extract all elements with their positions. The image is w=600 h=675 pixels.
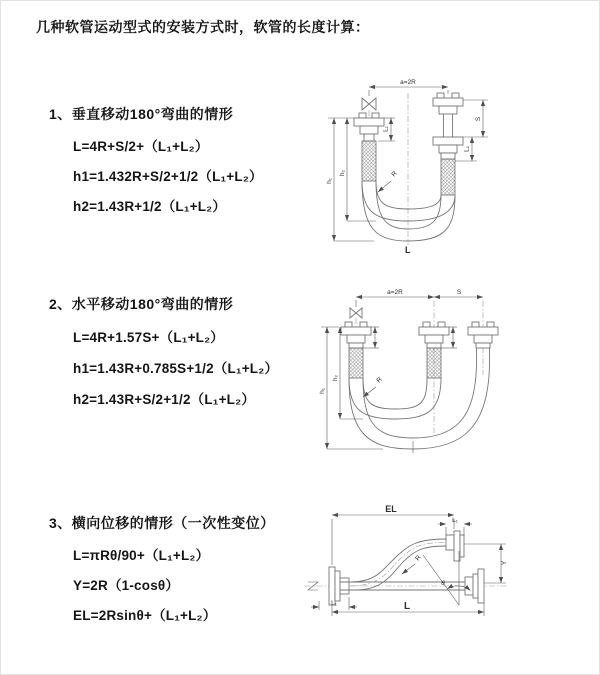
dim-span-label: a=2R — [400, 79, 416, 86]
diagram-horizontal-180-bend — [313, 283, 525, 473]
dimension-a2r — [369, 79, 448, 96]
dim-l1-left-label: L₁ — [331, 600, 337, 607]
page-title: 几种软管运动型式的安装方式时，软管的长度计算： — [36, 19, 370, 35]
dim-s-label: S — [475, 116, 482, 122]
length-label: L — [405, 245, 411, 255]
radius-leader — [363, 376, 384, 397]
braided-hose-right — [441, 159, 455, 195]
dimension-s — [434, 289, 483, 297]
dim-h1-label: h₁ — [319, 388, 326, 394]
braided-hose-left — [349, 348, 363, 378]
dimension-l — [332, 601, 484, 616]
dim-el-label: EL — [385, 504, 397, 514]
left-flange — [354, 113, 384, 141]
section-3-formula-EL: EL=2Rsinθ+（L₁+L₂） — [73, 608, 217, 623]
dimension-s — [463, 100, 488, 137]
diagram-vertical-180-bend — [314, 69, 504, 261]
dimension-a2r — [356, 289, 434, 297]
right-flange-lower — [433, 137, 463, 159]
section-1-formula-h1: h1=1.432R+S/2+1/2（L₁+L₂） — [73, 169, 263, 184]
dim-y-label: Y — [501, 560, 508, 566]
left-flange — [341, 322, 371, 348]
braided-hose-left — [362, 141, 376, 181]
angle-theta — [423, 551, 471, 605]
dim-l1-left-label: L₁ — [382, 126, 390, 132]
dim-h2-label: h₂ — [339, 169, 346, 177]
section-2-formula-h2: h2=1.43R+S/2+1/2（L₁+L₂） — [73, 392, 256, 407]
hose-u-curves — [349, 348, 490, 453]
dim-l1-right-label: L₁ — [463, 146, 471, 152]
radius-label: R — [390, 170, 399, 179]
dim-h2-label: h₂ — [332, 374, 339, 382]
section-3-formula-L: L=πRθ/90+（L₁+L₂） — [73, 548, 210, 563]
section-2-formula-L: L=4R+1.57S+（L₁+L₂） — [73, 330, 224, 345]
radius-leader — [402, 554, 423, 574]
section-2-formula-h1: h1=1.43R+0.785S+1/2（L₁+L₂） — [73, 361, 279, 376]
section-1-formula-h2: h2=1.43R+1/2（L₁+L₂） — [73, 199, 227, 214]
dim-s-label: S — [456, 289, 462, 296]
section-2-heading: 2、水平移动180°弯曲的情形 — [49, 296, 234, 312]
diagram-lateral-displacement — [299, 499, 515, 651]
dim-h1-label: h₁ — [326, 178, 333, 184]
dim-l-label: L — [403, 601, 411, 612]
radius-label: R — [375, 376, 384, 385]
radius-label: R — [414, 554, 423, 563]
angle-theta-label: θ — [441, 580, 445, 587]
section-1-heading: 1、垂直移动180°弯曲的情形 — [49, 106, 234, 122]
dim-span-label: a=2R — [387, 289, 403, 296]
right-flange-upper — [433, 93, 463, 114]
right-flange-upper — [446, 531, 464, 561]
dim-l1-top-label: L₁ — [452, 517, 458, 524]
section-1-formula-L: L=4R+S/2+（L₁+L₂） — [73, 139, 209, 154]
braided-hose-middle — [427, 348, 441, 378]
section-3-formula-Y: Y=2R（1-cosθ） — [73, 578, 180, 593]
section-3-heading: 3、横向位移的情形（一次性变位） — [49, 515, 275, 531]
right-flange-lower — [465, 569, 484, 603]
dimension-el — [332, 504, 454, 565]
radius-leader — [378, 170, 399, 192]
